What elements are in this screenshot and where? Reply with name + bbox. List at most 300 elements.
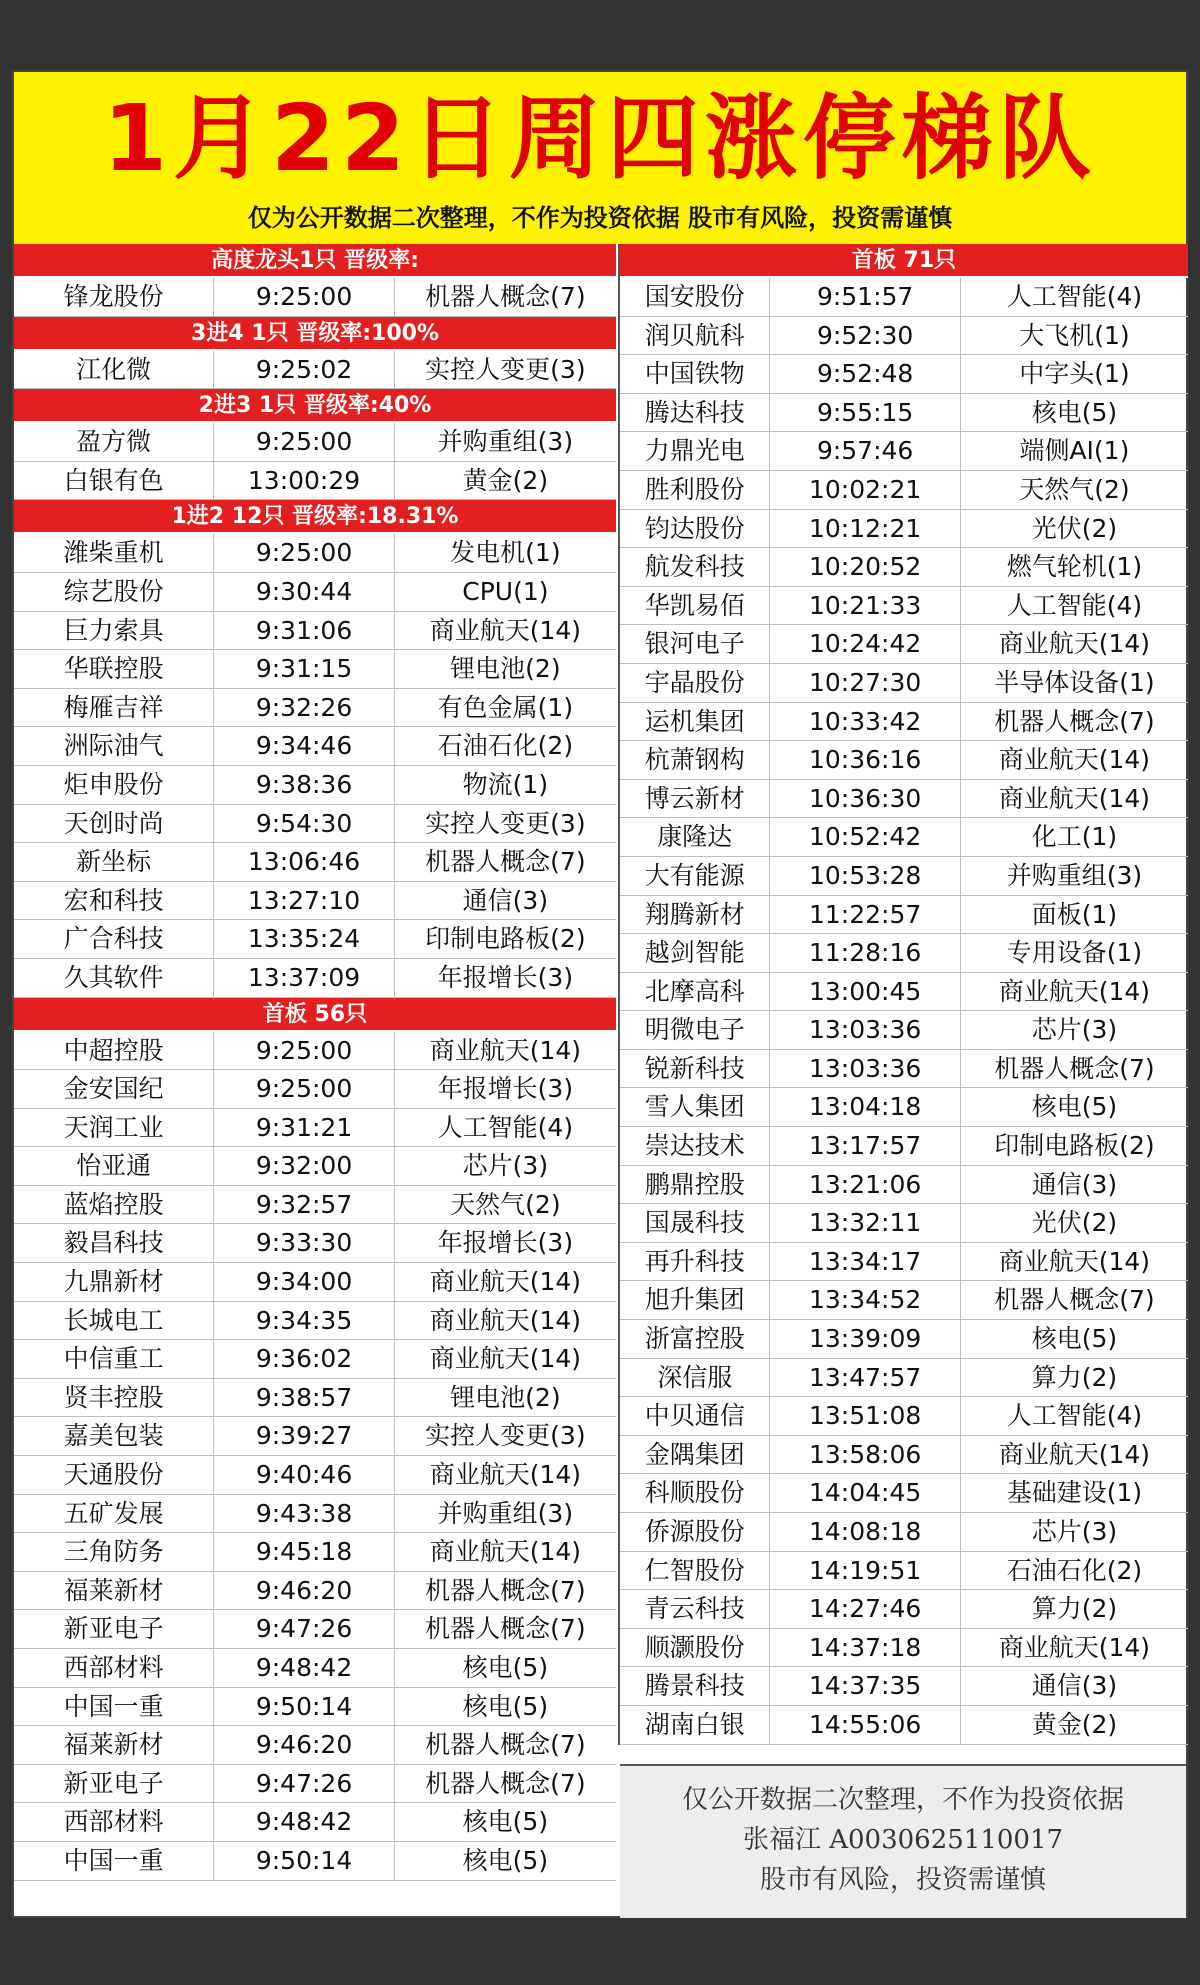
table-row	[14, 612, 616, 651]
stock-name: 新亚电子	[63, 1614, 164, 1644]
table-row	[14, 462, 616, 501]
concept-tag: 核电(5)	[960, 1320, 1188, 1358]
limit-up-time: 13:00:29	[213, 462, 393, 500]
concept-tag: 核电(5)	[394, 1803, 616, 1841]
table-row	[14, 882, 616, 921]
concept-tag: 人工智能(4)	[960, 278, 1188, 316]
stock-name: 青云科技	[644, 1594, 745, 1624]
table-row	[620, 1127, 1188, 1166]
section-header: 3进4 1只 晋级率:100%	[14, 317, 616, 351]
limit-up-time: 13:37:09	[213, 959, 393, 997]
stock-name: 三角防务	[63, 1537, 164, 1567]
table-row	[620, 510, 1188, 549]
limit-up-time: 9:34:35	[213, 1302, 393, 1340]
table-row	[620, 1050, 1188, 1089]
limit-up-time: 14:19:51	[769, 1552, 959, 1590]
section-header: 2进3 1只 晋级率:40%	[14, 389, 616, 423]
table-row	[620, 1281, 1188, 1320]
table-row	[14, 573, 616, 612]
limit-up-time: 9:38:36	[213, 766, 393, 804]
table-row	[620, 1166, 1188, 1205]
concept-tag: 石油石化(2)	[960, 1552, 1188, 1590]
concept-tag: 年报增长(3)	[394, 959, 616, 997]
limit-up-time: 10:36:16	[769, 741, 959, 779]
table-row	[14, 1688, 616, 1727]
limit-up-time: 13:27:10	[213, 882, 393, 920]
table-row	[620, 703, 1188, 742]
stock-name: 浙富控股	[644, 1324, 745, 1354]
table-row	[620, 1243, 1188, 1282]
limit-up-time: 9:25:00	[213, 278, 393, 316]
limit-up-time: 10:33:42	[769, 703, 959, 741]
stock-name: 巨力索具	[63, 615, 164, 645]
concept-tag: 核电(5)	[394, 1842, 616, 1880]
limit-up-time: 11:28:16	[769, 934, 959, 972]
concept-tag: 机器人概念(7)	[394, 843, 616, 881]
limit-up-time: 9:43:38	[213, 1495, 393, 1533]
limit-up-time: 9:32:00	[213, 1147, 393, 1185]
limit-up-time: 10:21:33	[769, 587, 959, 625]
stock-name: 再升科技	[644, 1246, 745, 1276]
concept-tag: 印制电路板(2)	[394, 920, 616, 958]
limit-up-time: 9:52:48	[769, 355, 959, 393]
stock-name: 北摩高科	[644, 976, 745, 1006]
table-row	[14, 1032, 616, 1071]
table-row	[14, 1263, 616, 1302]
concept-tag: 通信(3)	[960, 1667, 1188, 1705]
table-row	[620, 1320, 1188, 1359]
stock-name: 怡亚通	[76, 1151, 152, 1181]
concept-tag: 化工(1)	[960, 818, 1188, 856]
concept-tag: 年报增长(3)	[394, 1070, 616, 1108]
stock-name: 贤丰控股	[63, 1382, 164, 1412]
left-column	[14, 244, 616, 1881]
stock-name: 越剑智能	[644, 938, 745, 968]
limit-up-time: 13:06:46	[213, 843, 393, 881]
table-row	[620, 587, 1188, 626]
table-row	[620, 471, 1188, 510]
stock-name: 广合科技	[63, 924, 164, 954]
concept-tag: 大飞机(1)	[960, 317, 1188, 355]
table-row	[620, 1397, 1188, 1436]
section-header: 首板 71只	[620, 244, 1188, 278]
stock-name: 中国一重	[63, 1845, 164, 1875]
table-row	[14, 1417, 616, 1456]
concept-tag: 商业航天(14)	[394, 1533, 616, 1571]
concept-tag: 机器人概念(7)	[394, 1572, 616, 1610]
limit-up-time: 9:31:06	[213, 612, 393, 650]
table-row	[620, 896, 1188, 935]
stock-name: 中信重工	[63, 1344, 164, 1374]
limit-up-time: 10:24:42	[769, 625, 959, 663]
table-row	[14, 278, 616, 317]
table-row	[620, 355, 1188, 394]
limit-up-time: 13:03:36	[769, 1011, 959, 1049]
table-row	[620, 548, 1188, 587]
limit-up-time: 11:22:57	[769, 896, 959, 934]
table-row	[14, 1186, 616, 1225]
stock-name: 中贝通信	[644, 1401, 745, 1431]
concept-tag: 人工智能(4)	[394, 1109, 616, 1147]
stock-name: 五矿发展	[63, 1498, 164, 1528]
concept-tag: 商业航天(14)	[960, 741, 1188, 779]
limit-up-time: 9:32:26	[213, 689, 393, 727]
table-row	[14, 805, 616, 844]
concept-tag: 印制电路板(2)	[960, 1127, 1188, 1165]
stock-name: 西部材料	[63, 1653, 164, 1682]
concept-tag: 半导体设备(1)	[960, 664, 1188, 702]
table-row	[14, 1726, 616, 1765]
stock-name: 炬申股份	[63, 769, 164, 799]
limit-up-time: 13:00:45	[769, 973, 959, 1011]
limit-up-time: 9:55:15	[769, 394, 959, 432]
limit-up-time: 9:25:00	[213, 1032, 393, 1070]
concept-tag: 商业航天(14)	[960, 1629, 1188, 1667]
stock-name: 蓝焰控股	[63, 1189, 164, 1219]
stock-name: 国晟科技	[644, 1208, 745, 1238]
concept-tag: 并购重组(3)	[394, 423, 616, 461]
limit-up-time: 10:02:21	[769, 471, 959, 509]
limit-up-time: 9:50:14	[213, 1688, 393, 1726]
stock-name: 锐新科技	[644, 1053, 745, 1083]
stock-name: 福莱新材	[63, 1575, 164, 1605]
stock-name: 新坐标	[76, 847, 152, 877]
concept-tag: 实控人变更(3)	[394, 1417, 616, 1455]
limit-up-time: 13:58:06	[769, 1436, 959, 1474]
stock-name: 金隅集团	[644, 1439, 745, 1469]
concept-tag: 商业航天(14)	[394, 612, 616, 650]
stock-name: 润贝航科	[644, 320, 745, 350]
table-row	[620, 973, 1188, 1012]
limit-up-time: 14:55:06	[769, 1706, 959, 1744]
stock-name: 顺灏股份	[644, 1632, 745, 1662]
concept-tag: 通信(3)	[394, 882, 616, 920]
concept-tag: 并购重组(3)	[960, 857, 1188, 895]
limit-up-time: 9:31:21	[213, 1109, 393, 1147]
limit-up-time: 9:46:20	[213, 1572, 393, 1610]
stock-name: 长城电工	[63, 1305, 164, 1335]
limit-up-time: 9:50:14	[213, 1842, 393, 1880]
concept-tag: 人工智能(4)	[960, 587, 1188, 625]
limit-up-time: 13:51:08	[769, 1397, 959, 1435]
limit-up-time: 10:52:42	[769, 818, 959, 856]
stock-name: 金安国纪	[63, 1074, 164, 1104]
stock-name: 宇晶股份	[644, 667, 745, 697]
disclaimer-subtitle: 仅为公开数据二次整理，不作为投资依据 股市有风险，投资需谨慎	[247, 204, 953, 232]
concept-tag: 机器人概念(7)	[960, 1050, 1188, 1088]
note-line-1: 仅公开数据二次整理，不作为投资依据	[681, 1785, 1124, 1815]
table-row	[620, 1204, 1188, 1243]
concept-tag: 锂电池(2)	[394, 1379, 616, 1417]
limit-up-time: 9:30:44	[213, 573, 393, 611]
limit-up-time: 10:12:21	[769, 510, 959, 548]
page-title: 1月22日周四涨停梯队	[102, 85, 1098, 192]
stock-name: 胜利股份	[644, 474, 745, 504]
table-row	[14, 1495, 616, 1534]
table-row	[14, 1340, 616, 1379]
limit-up-time: 13:34:17	[769, 1243, 959, 1281]
limit-up-time: 13:17:57	[769, 1127, 959, 1165]
stock-name: 翔腾新材	[644, 899, 745, 929]
concept-tag: 光伏(2)	[960, 1204, 1188, 1242]
concept-tag: 实控人变更(3)	[394, 351, 616, 389]
concept-tag: 机器人概念(7)	[960, 703, 1188, 741]
stock-name: 天润工业	[63, 1112, 164, 1142]
concept-tag: 商业航天(14)	[960, 973, 1188, 1011]
stock-name: 航发科技	[644, 552, 745, 582]
table-row	[620, 394, 1188, 433]
limit-up-time: 9:33:30	[213, 1224, 393, 1262]
concept-tag: CPU(1)	[394, 573, 616, 611]
concept-tag: 黄金(2)	[394, 462, 616, 500]
concept-tag: 算力(2)	[960, 1590, 1188, 1628]
stock-name: 中国一重	[63, 1691, 164, 1721]
concept-tag: 芯片(3)	[960, 1011, 1188, 1049]
stock-name: 国安股份	[644, 282, 745, 311]
stock-name: 天通股份	[63, 1460, 164, 1490]
limit-up-time: 14:04:45	[769, 1474, 959, 1512]
limit-up-time: 9:34:46	[213, 727, 393, 765]
table-row	[14, 1147, 616, 1186]
table-row	[620, 1706, 1188, 1745]
stock-name: 梅雁吉祥	[63, 692, 164, 722]
table-row	[620, 1590, 1188, 1629]
stock-name: 雪人集团	[644, 1092, 745, 1122]
limit-up-time: 13:34:52	[769, 1281, 959, 1319]
concept-tag: 商业航天(14)	[394, 1456, 616, 1494]
limit-up-time: 10:36:30	[769, 780, 959, 818]
concept-tag: 中字头(1)	[960, 355, 1188, 393]
limit-up-time: 13:39:09	[769, 1320, 959, 1358]
title-banner	[14, 72, 1186, 244]
concept-tag: 端侧AI(1)	[960, 432, 1188, 470]
stock-name: 旭升集团	[644, 1285, 745, 1315]
section-header: 1进2 12只 晋级率:18.31%	[14, 500, 616, 534]
table-row	[14, 689, 616, 728]
table-row	[620, 625, 1188, 664]
stock-name: 腾景科技	[644, 1671, 745, 1701]
concept-tag: 核电(5)	[960, 394, 1188, 432]
ladder-sheet	[12, 70, 1188, 1918]
limit-up-time: 9:25:00	[213, 423, 393, 461]
note-line-3: 股市有风险，投资需谨慎	[759, 1865, 1046, 1895]
concept-tag: 机器人概念(7)	[394, 1765, 616, 1803]
limit-up-time: 13:32:11	[769, 1204, 959, 1242]
stock-name: 九鼎新材	[63, 1267, 164, 1297]
concept-tag: 专用设备(1)	[960, 934, 1188, 972]
table-row	[14, 766, 616, 805]
limit-up-time: 13:03:36	[769, 1050, 959, 1088]
limit-up-time: 9:48:42	[213, 1649, 393, 1687]
limit-up-time: 9:47:26	[213, 1610, 393, 1648]
table-row	[14, 1842, 616, 1881]
limit-up-time: 14:27:46	[769, 1590, 959, 1628]
concept-tag: 机器人概念(7)	[394, 1726, 616, 1764]
concept-tag: 商业航天(14)	[394, 1340, 616, 1378]
stock-name: 鹏鼎控股	[644, 1169, 745, 1199]
limit-up-time: 9:38:57	[213, 1379, 393, 1417]
limit-up-time: 9:48:42	[213, 1803, 393, 1841]
stock-name: 崇达技术	[644, 1131, 745, 1161]
concept-tag: 燃气轮机(1)	[960, 548, 1188, 586]
limit-up-time: 9:45:18	[213, 1533, 393, 1571]
limit-up-time: 9:52:30	[769, 317, 959, 355]
table-row	[620, 857, 1188, 896]
table-row	[14, 727, 616, 766]
stock-name: 中国铁物	[644, 359, 745, 389]
stock-name: 锋龙股份	[63, 282, 164, 311]
table-row	[14, 650, 616, 689]
concept-tag: 天然气(2)	[394, 1186, 616, 1224]
concept-tag: 年报增长(3)	[394, 1224, 616, 1262]
table-row	[14, 1765, 616, 1804]
table-row	[14, 959, 616, 998]
table-row	[14, 1803, 616, 1842]
concept-tag: 石油石化(2)	[394, 727, 616, 765]
limit-up-time: 9:57:46	[769, 432, 959, 470]
table-row	[620, 1011, 1188, 1050]
table-row	[620, 780, 1188, 819]
limit-up-time: 13:35:24	[213, 920, 393, 958]
table-row	[14, 1109, 616, 1148]
limit-up-time: 9:39:27	[213, 1417, 393, 1455]
stock-name: 天创时尚	[63, 808, 164, 838]
stock-name: 嘉美包装	[63, 1421, 164, 1451]
stock-name: 湖南白银	[644, 1709, 745, 1739]
stock-name: 综艺股份	[63, 576, 164, 606]
concept-tag: 核电(5)	[394, 1688, 616, 1726]
limit-up-time: 9:46:20	[213, 1726, 393, 1764]
stock-name: 毅昌科技	[63, 1228, 164, 1258]
table-row	[14, 1456, 616, 1495]
right-column	[618, 244, 1188, 1745]
table-row	[620, 1359, 1188, 1398]
stock-name: 腾达科技	[644, 397, 745, 427]
table-row	[14, 1572, 616, 1611]
stock-name: 白银有色	[63, 465, 164, 495]
limit-up-time: 9:31:15	[213, 650, 393, 688]
limit-up-time: 9:25:00	[213, 1070, 393, 1108]
stock-name: 福莱新材	[63, 1730, 164, 1760]
table-row	[620, 317, 1188, 356]
concept-tag: 商业航天(14)	[394, 1263, 616, 1301]
concept-tag: 核电(5)	[960, 1088, 1188, 1126]
stock-name: 运机集团	[644, 706, 745, 736]
concept-tag: 机器人概念(7)	[394, 1610, 616, 1648]
table-row	[620, 1667, 1188, 1706]
table-row	[14, 534, 616, 573]
concept-tag: 芯片(3)	[394, 1147, 616, 1185]
limit-up-time: 9:51:57	[769, 278, 959, 316]
table-row	[620, 934, 1188, 973]
limit-up-time: 9:54:30	[213, 805, 393, 843]
stock-name: 明微电子	[644, 1015, 745, 1045]
stock-name: 康隆达	[657, 822, 733, 852]
concept-tag: 并购重组(3)	[394, 1495, 616, 1533]
table-row	[14, 1302, 616, 1341]
table-row	[14, 1379, 616, 1418]
limit-up-time: 14:08:18	[769, 1513, 959, 1551]
limit-up-time: 14:37:18	[769, 1629, 959, 1667]
concept-tag: 有色金属(1)	[394, 689, 616, 727]
table-row	[620, 432, 1188, 471]
limit-up-time: 9:25:02	[213, 351, 393, 389]
limit-up-time: 9:32:57	[213, 1186, 393, 1224]
limit-up-time: 9:40:46	[213, 1456, 393, 1494]
table-row	[620, 1474, 1188, 1513]
table-row	[14, 1610, 616, 1649]
section-header: 首板 56只	[14, 998, 616, 1032]
limit-up-time: 13:04:18	[769, 1088, 959, 1126]
concept-tag: 商业航天(14)	[960, 625, 1188, 663]
stock-name: 杭萧钢构	[644, 745, 745, 775]
table-row	[14, 920, 616, 959]
stock-name: 银河电子	[644, 629, 745, 659]
table-row	[14, 843, 616, 882]
concept-tag: 锂电池(2)	[394, 650, 616, 688]
stock-name: 仁智股份	[644, 1555, 745, 1585]
table-row	[620, 1629, 1188, 1668]
limit-up-time: 9:36:02	[213, 1340, 393, 1378]
stock-name: 久其软件	[63, 962, 164, 992]
limit-up-time: 9:34:00	[213, 1263, 393, 1301]
concept-tag: 商业航天(14)	[394, 1032, 616, 1070]
table-row	[620, 278, 1188, 317]
concept-tag: 机器人概念(7)	[960, 1281, 1188, 1319]
stock-name: 宏和科技	[63, 885, 164, 915]
table-row	[620, 1513, 1188, 1552]
limit-up-time: 10:27:30	[769, 664, 959, 702]
table-row	[14, 351, 616, 390]
limit-up-time: 9:47:26	[213, 1765, 393, 1803]
note-line-2: 张福江 A0030625110017	[742, 1825, 1064, 1855]
table-row	[14, 1224, 616, 1263]
concept-tag: 通信(3)	[960, 1166, 1188, 1204]
concept-tag: 发电机(1)	[394, 534, 616, 572]
stock-name: 深信服	[657, 1362, 733, 1392]
stock-name: 中超控股	[63, 1035, 164, 1065]
concept-tag: 机器人概念(7)	[394, 278, 616, 316]
concept-tag: 人工智能(4)	[960, 1397, 1188, 1435]
section-header: 高度龙头1只 晋级率:	[14, 244, 616, 278]
concept-tag: 物流(1)	[394, 766, 616, 804]
limit-up-time: 14:37:35	[769, 1667, 959, 1705]
table-row	[14, 423, 616, 462]
concept-tag: 实控人变更(3)	[394, 805, 616, 843]
stock-name: 大有能源	[644, 860, 745, 890]
stock-name: 盈方微	[76, 427, 152, 457]
stock-name: 西部材料	[63, 1807, 164, 1837]
table-row	[14, 1533, 616, 1572]
concept-tag: 商业航天(14)	[960, 1243, 1188, 1281]
stock-name: 潍柴重机	[63, 538, 164, 568]
stock-name: 科顺股份	[644, 1478, 745, 1508]
concept-tag: 算力(2)	[960, 1359, 1188, 1397]
table-row	[620, 1552, 1188, 1591]
limit-up-time: 9:25:00	[213, 534, 393, 572]
concept-tag: 黄金(2)	[960, 1706, 1188, 1744]
concept-tag: 光伏(2)	[960, 510, 1188, 548]
stock-name: 江化微	[76, 354, 152, 384]
concept-tag: 核电(5)	[394, 1649, 616, 1687]
table-row	[620, 741, 1188, 780]
stock-name: 华凯易佰	[644, 590, 745, 620]
limit-up-time: 13:21:06	[769, 1166, 959, 1204]
concept-tag: 商业航天(14)	[960, 780, 1188, 818]
concept-tag: 商业航天(14)	[394, 1302, 616, 1340]
limit-up-time: 13:47:57	[769, 1359, 959, 1397]
disclaimer-note	[620, 1764, 1186, 1918]
